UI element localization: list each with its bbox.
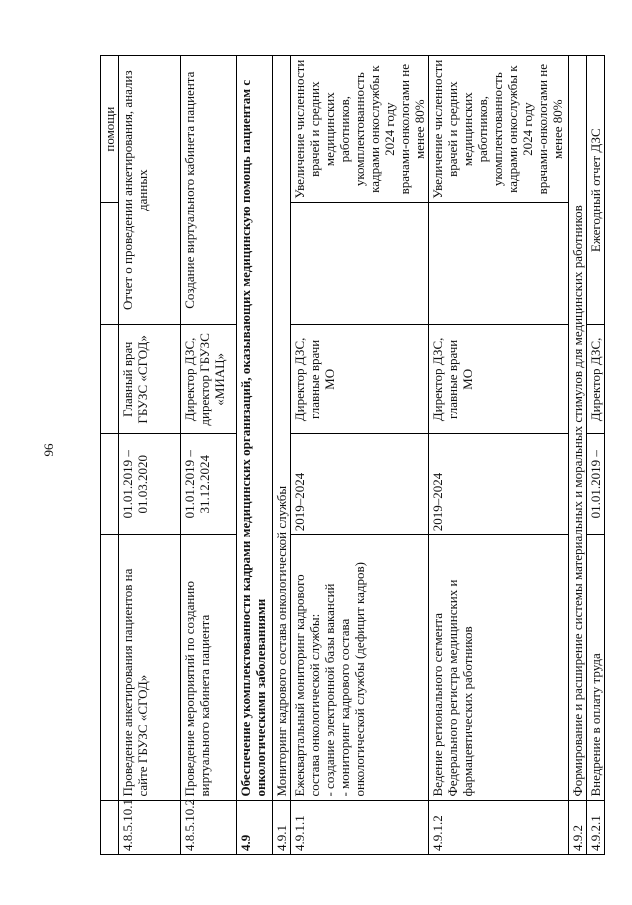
table-row bbox=[181, 56, 237, 855]
subsection-header bbox=[569, 56, 587, 855]
table-row bbox=[101, 56, 119, 855]
result-line: Увеличение численности врачей и средних медицинских работников, укомплектованность кадрами онкослужбы к 2024 году bbox=[292, 59, 397, 199]
section-number: 4.9.2 bbox=[569, 800, 587, 854]
action-plan-table bbox=[100, 55, 605, 855]
row-number: 4.8.5.10.1 bbox=[119, 800, 181, 854]
responsible: Директор ДЗС, главные врачи МО bbox=[291, 325, 429, 434]
result-cell: помощи bbox=[101, 56, 119, 203]
measure-line: - мониторинг кадрового состава онкологической службы (дефицит кадров) bbox=[337, 561, 367, 797]
dates: 01.01.2019 – 31.12.2024 bbox=[181, 434, 237, 535]
measure-name: Проведение анкетирования пациентов на сайте ГБУЗС «СГОД» bbox=[119, 535, 181, 800]
responsible: Директор ДЗС, директор ГБУЗС «МИАЦ» bbox=[181, 325, 237, 434]
responsible: Директор ДЗС, bbox=[587, 325, 605, 434]
section-title: Обеспечение укомплектованности кадрами медицинских организаций, оказывающих медицинскую помощь пациентам с онкологическими заболеваниями bbox=[237, 56, 273, 801]
row-number: 4.8.5.10.2 bbox=[181, 800, 237, 854]
measure-line: - создание электронной базы вакансий bbox=[322, 583, 337, 797]
row-number: 4.9.2.1 bbox=[587, 800, 605, 854]
section-number: 4.9 bbox=[237, 800, 273, 854]
measure-name: Ведение регионального сегмента Федерального регистра медицинских и фармацевтических работников bbox=[429, 535, 569, 800]
section-header bbox=[237, 56, 273, 855]
section-number: 4.9.1 bbox=[273, 800, 291, 854]
measure-name: Внедрение в оплату труда bbox=[587, 535, 605, 800]
table-row bbox=[119, 56, 181, 855]
result-cell: Ежегодный отчет ДЗС bbox=[587, 56, 605, 325]
result-cell bbox=[429, 56, 569, 203]
result-line: врачами-онкологами не менее 80% bbox=[535, 63, 565, 195]
table-row bbox=[291, 56, 429, 855]
result-line: врачами-онкологами не менее 80% bbox=[397, 63, 427, 195]
dates: 2019–2024 bbox=[291, 434, 429, 535]
table-row bbox=[587, 56, 605, 855]
page-number: 96 bbox=[41, 443, 56, 457]
row-number: 4.9.1.1 bbox=[291, 800, 429, 854]
responsible: Директор ДЗС, главные врачи МО bbox=[429, 325, 569, 434]
dates: 2019–2024 bbox=[429, 434, 569, 535]
measure-name: Проведение мероприятий по созданию виртуального кабинета пациента bbox=[181, 535, 237, 800]
section-title: Формирование и расширение системы материальных и моральных стимулов для медицинских работников bbox=[569, 56, 587, 801]
section-title: Мониторинг кадрового состава онкологической службы bbox=[273, 56, 291, 801]
row-number: 4.9.1.2 bbox=[429, 800, 569, 854]
result-cell: Отчет о проведении анкетирования, анализ данных bbox=[119, 56, 181, 325]
rotated-table-page bbox=[100, 55, 603, 855]
measure-name bbox=[291, 535, 429, 800]
subsection-header bbox=[273, 56, 291, 855]
measure-line: Ежеквартальный мониторинг кадрового состава онкологической службы: bbox=[292, 574, 322, 797]
table-row bbox=[429, 56, 569, 855]
result-cell bbox=[291, 56, 429, 203]
result-cell: Создание виртуального кабинета пациента bbox=[181, 56, 237, 325]
responsible: Главный врач ГБУЗС «СГОД» bbox=[119, 325, 181, 434]
dates: 01.01.2019 – bbox=[587, 434, 605, 535]
dates: 01.01.2019 – 01.03.2020 bbox=[119, 434, 181, 535]
result-line: Увеличение численности врачей и средних медицинских работников, укомплектованность кадрами онкослужбы к 2024 году bbox=[430, 59, 535, 199]
